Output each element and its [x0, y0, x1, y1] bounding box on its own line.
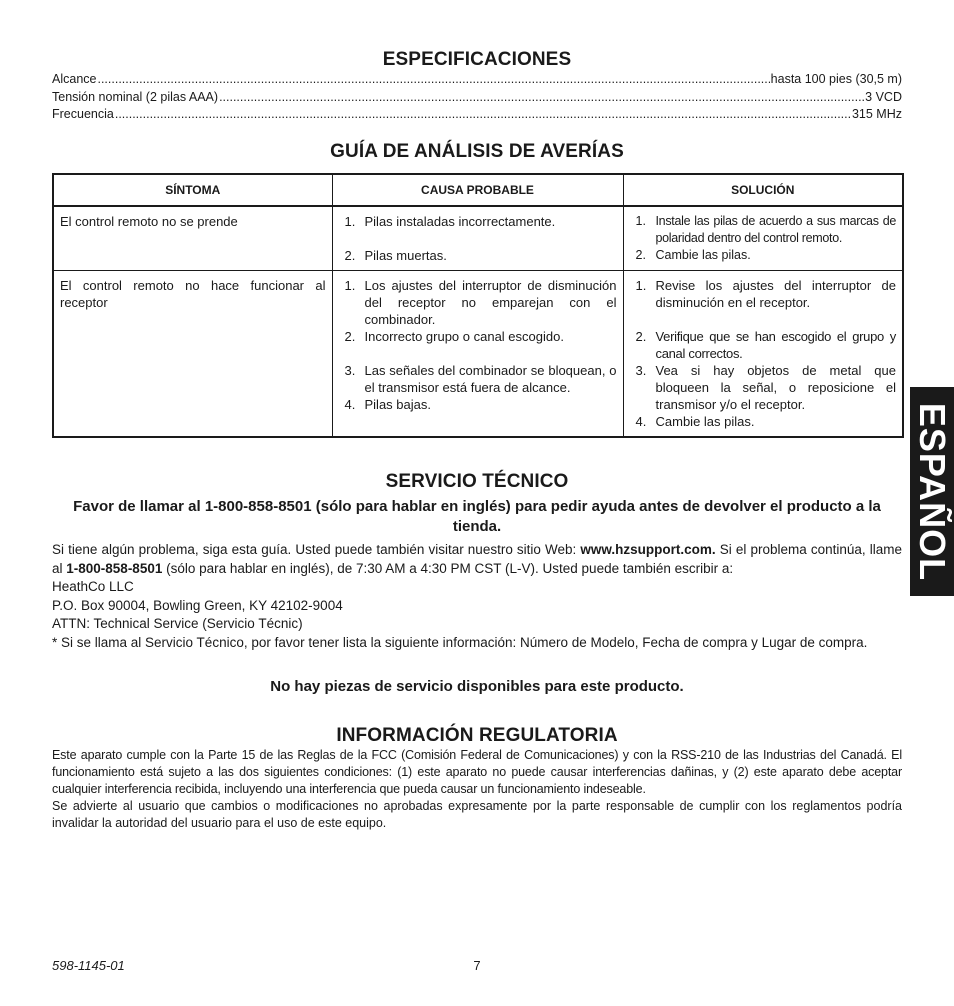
- list-item: [339, 362, 617, 396]
- list-item: [339, 213, 617, 230]
- language-tab-label: ESPAÑOL: [912, 402, 953, 581]
- item-text: Las señales del combinador se bloquean, o el transmisor está fuera de alcance.: [364, 363, 617, 395]
- item-text: Incorrecto grupo o canal escogido.: [364, 329, 564, 344]
- item-text: Vea si hay objetos de metal que bloqueen la señal, o reposicione el transmisor y/o el receptor.: [655, 363, 896, 412]
- table-row: [53, 206, 903, 271]
- list-item: [630, 413, 897, 430]
- no-parts-notice: No hay piezas de servicio disponibles para este producto.: [270, 678, 684, 695]
- list-item: [339, 396, 617, 413]
- spacer: [630, 311, 897, 328]
- symptom-cell: El control remoto no se prende: [53, 206, 332, 271]
- item-text: Pilas instaladas incorrectamente.: [364, 214, 556, 229]
- language-tab: [910, 387, 954, 596]
- troubleshooting-table: [52, 173, 904, 438]
- list-item: [630, 362, 897, 413]
- symptom-cell: El control remoto no hace funcionar al receptor: [53, 271, 332, 438]
- page-number: 7: [473, 958, 481, 973]
- item-number: 1.: [635, 278, 647, 293]
- specifications-title: ESPECIFICACIONES: [382, 49, 572, 70]
- item-text: Revise los ajustes del interruptor de disminución en el receptor.: [655, 278, 896, 310]
- spec-label: Alcance: [52, 72, 97, 86]
- regulatory-text: [52, 747, 902, 832]
- item-text: Cambie las pilas.: [655, 414, 755, 429]
- intro-text: Si el problema continúa, llame al: [52, 542, 902, 576]
- spec-value: 315 MHz: [851, 107, 902, 121]
- spec-row: [52, 89, 902, 107]
- spec-label: Frecuencia: [52, 107, 114, 121]
- troubleshooting-title: GUÍA DE ANÁLISIS DE AVERÍAS: [330, 141, 624, 162]
- regulatory-paragraph: Se advierte al usuario que cambios o modificaciones no aprobadas expresamente por la parte responsable de cumplir con los reglamentos podría invalidar la autoridad del usuario para el uso de este equipo.: [52, 799, 902, 830]
- item-number: 2.: [635, 248, 646, 262]
- dot-leader: [219, 89, 864, 107]
- item-number: 2.: [635, 329, 647, 344]
- item-number: 3.: [635, 363, 647, 378]
- item-number: 1.: [344, 278, 356, 293]
- table-row: [53, 271, 903, 438]
- item-number: 3.: [344, 363, 356, 378]
- company-name: HeathCo LLC: [52, 579, 134, 594]
- mailing-address: P.O. Box 90004, Bowling Green, KY 42102-9004: [52, 597, 343, 613]
- phone-number: 1-800-858-8501: [66, 560, 163, 576]
- service-intro: [52, 541, 902, 578]
- website-link[interactable]: www.hzsupport.com.: [580, 542, 716, 557]
- intro-text: Si tiene algún problema, siga esta guía. Usted puede también visitar nuestro sitio Web:: [52, 542, 581, 557]
- regulatory-paragraph: Este aparato cumple con la Parte 15 de las Reglas de la FCC (Comisión Federal de Comunicaciones) y con la RSS-210 de las Industrias del Canadá. El funcionamiento está sujeto a las dos siguientes condiciones: (1) este aparato no puede causar interferencias dañinas, y (2) este aparato debe aceptar cualquier interferencia recibida, incluyendo una interferencia que pueda causar un funcionamiento indeseable.: [52, 748, 902, 796]
- service-info: [52, 541, 902, 652]
- item-number: 4.: [344, 397, 356, 412]
- solution-cell: [623, 206, 903, 271]
- table-header-row: [53, 174, 903, 206]
- dot-leader: [115, 106, 851, 124]
- service-note: * Si se llama al Servicio Técnico, por favor tener lista la siguiente información: Número de Modelo, Fecha de compra y Lugar de compra.: [52, 634, 868, 650]
- item-number: 2.: [344, 329, 356, 344]
- item-number: 2.: [344, 248, 356, 263]
- dot-leader: [97, 71, 769, 89]
- spec-value: 3 VCD: [865, 89, 902, 104]
- list-item: [339, 247, 617, 264]
- regulatory-title: INFORMACIÓN REGULATORIA: [336, 725, 618, 746]
- header-symptom: SÍNTOMA: [53, 174, 332, 206]
- header-solution: SOLUCIÓN: [623, 174, 903, 206]
- item-number: 4.: [635, 414, 647, 429]
- spec-value: hasta 100 pies (30,5 m): [770, 72, 902, 86]
- item-text: Pilas bajas.: [364, 397, 431, 412]
- list-item: [339, 277, 617, 328]
- list-item: [630, 328, 897, 362]
- spacer: [339, 230, 617, 247]
- item-text: Los ajustes del interruptor de disminución del receptor no emparejan con el combinador.: [364, 278, 617, 327]
- intro-text: (sólo para hablar en inglés), de 7:30 AM a 4:30 PM CST (L-V). Usted puede también escribir a:: [162, 560, 734, 576]
- spec-row: [52, 71, 902, 89]
- spacer: [339, 345, 617, 362]
- spec-label: Tensión nominal (2 pilas AAA): [52, 89, 219, 104]
- document-number: 598-1145-01: [52, 958, 125, 973]
- cause-cell: [332, 271, 623, 438]
- list-item: [339, 328, 617, 345]
- list-item: [630, 213, 897, 247]
- item-text: Cambie las pilas.: [655, 248, 751, 262]
- service-call-notice: Favor de llamar al 1-800-858-8501 (sólo para hablar en inglés) para pedir ayuda antes de devolver el producto a la tienda.: [73, 498, 881, 535]
- attention-line: ATTN: Technical Service (Servicio Técnic): [52, 616, 303, 631]
- item-text: Verifique que se han escogido el grupo y canal correctos.: [655, 329, 896, 361]
- solution-cell: [623, 271, 903, 438]
- specifications-list: [52, 71, 902, 124]
- cause-cell: [332, 206, 623, 271]
- list-item: [630, 247, 897, 264]
- item-text: Pilas muertas.: [364, 248, 447, 263]
- item-text: Instale las pilas de acuerdo a sus marcas de polaridad dentro del control remoto.: [655, 214, 896, 245]
- header-cause: CAUSA PROBABLE: [332, 174, 623, 206]
- spec-row: [52, 106, 902, 124]
- item-number: 1.: [344, 214, 356, 229]
- list-item: [630, 277, 897, 311]
- service-title: SERVICIO TÉCNICO: [385, 471, 569, 492]
- item-number: 1.: [635, 214, 646, 228]
